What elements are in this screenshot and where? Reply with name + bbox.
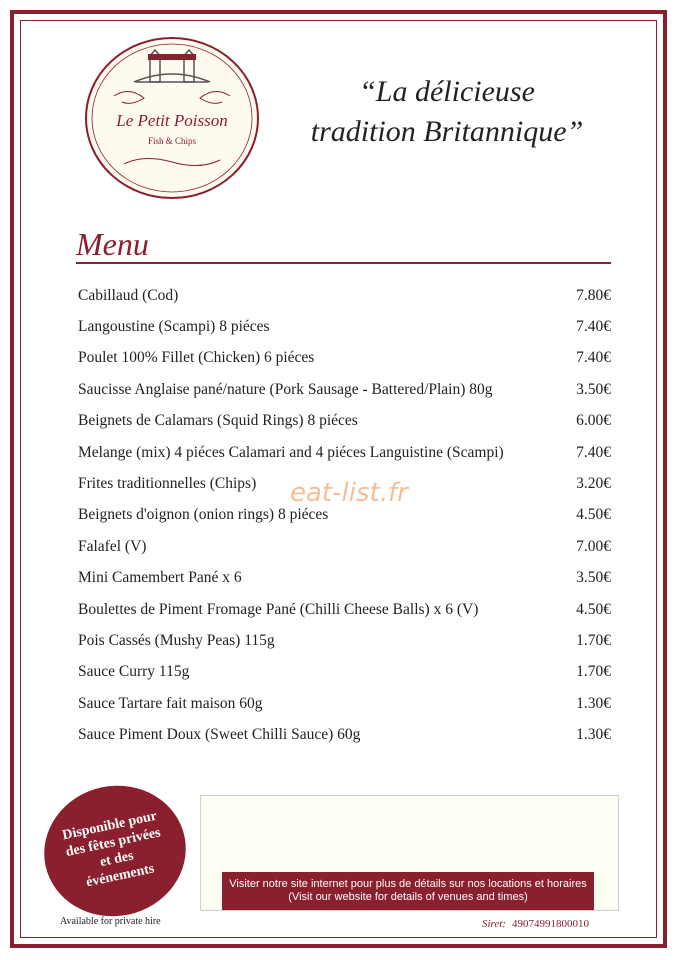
menu-item — [78, 625, 611, 656]
tagline-line-1: “La délicieuse — [359, 75, 535, 108]
menu-item — [78, 531, 611, 562]
menu-item-price: 3.20€ — [576, 475, 611, 493]
menu-item-name: Cabillaud (Cod) — [78, 286, 179, 304]
menu-item-name: Saucisse Anglaise pané/nature (Pork Sausage - Battered/Plain) 80g — [78, 380, 493, 398]
menu-item-price: 7.80€ — [576, 286, 611, 304]
website-banner-line-1: Visiter notre site internet pour plus de détails sur nos locations et horaires — [229, 878, 587, 890]
menu-list — [78, 280, 611, 751]
menu-item-name: Sauce Tartare fait maison 60g — [78, 694, 263, 712]
menu-item — [78, 657, 611, 688]
menu-item-price: 4.50€ — [576, 600, 611, 618]
menu-item-name: Melange (mix) 4 piéces Calamari and 4 piéces Languistine (Scampi) — [78, 443, 504, 461]
menu-item — [78, 688, 611, 719]
menu-item-name: Sauce Curry 115g — [78, 663, 190, 681]
menu-item-price: 6.00€ — [576, 412, 611, 430]
menu-item-price: 1.30€ — [576, 694, 611, 712]
menu-item-price: 7.00€ — [576, 537, 611, 555]
menu-item-name: Mini Camembert Pané x 6 — [78, 569, 242, 587]
siret-label: Siret: — [482, 918, 507, 930]
menu-item-name: Frites traditionnelles (Chips) — [78, 475, 257, 493]
menu-item — [78, 374, 611, 405]
website-banner-line-2: (Visit our website for details of venues and times) — [288, 891, 528, 903]
tagline — [282, 72, 612, 152]
menu-item-name: Beignets de Calamars (Squid Rings) 8 piéces — [78, 412, 358, 430]
watermark: eat-list.fr — [290, 478, 408, 508]
menu-item-price: 7.40€ — [576, 349, 611, 367]
private-hire-note: Available for private hire — [60, 916, 161, 927]
menu-item — [78, 437, 611, 468]
menu-item-price: 3.50€ — [576, 380, 611, 398]
menu-item-name: Falafel (V) — [78, 537, 147, 555]
siret-value: 49074991800010 — [512, 918, 590, 930]
menu-item-name: Sauce Piment Doux (Sweet Chilli Sauce) 60g — [78, 726, 361, 744]
menu-item-name: Poulet 100% Fillet (Chicken) 6 piéces — [78, 349, 315, 367]
menu-item-name: Beignets d'oignon (onion rings) 8 piéces — [78, 506, 329, 524]
menu-item — [78, 311, 611, 342]
menu-divider — [76, 262, 611, 264]
menu-item — [78, 343, 611, 374]
logo-name: Le Petit Poisson — [116, 111, 228, 130]
tagline-line-2: tradition Britannique” — [310, 115, 584, 148]
menu-item-name: Langoustine (Scampi) 8 piéces — [78, 318, 270, 336]
menu-title: Menu — [76, 226, 149, 262]
menu-item — [78, 406, 611, 437]
menu-item-price: 3.50€ — [576, 569, 611, 587]
menu-item-price: 7.40€ — [576, 318, 611, 336]
badge-text: Disponible pour des fêtes privées et des événements — [61, 808, 162, 891]
menu-item-name: Boulettes de Piment Fromage Pané (Chilli Cheese Balls) x 6 (V) — [78, 600, 479, 618]
restaurant-logo — [84, 36, 260, 200]
menu-item-name: Pois Cassés (Mushy Peas) 115g — [78, 631, 275, 649]
menu-item-price: 4.50€ — [576, 506, 611, 524]
logo-subtitle: Fish & Chips — [147, 136, 197, 146]
menu-item-price: 1.30€ — [576, 726, 611, 744]
menu-item-price: 1.70€ — [576, 631, 611, 649]
website-banner — [222, 872, 594, 910]
menu-item — [78, 594, 611, 625]
menu-item — [78, 280, 611, 311]
siret-number — [482, 918, 589, 930]
menu-item — [78, 719, 611, 750]
menu-item — [78, 563, 611, 594]
menu-item-price: 1.70€ — [576, 663, 611, 681]
menu-item-price: 7.40€ — [576, 443, 611, 461]
